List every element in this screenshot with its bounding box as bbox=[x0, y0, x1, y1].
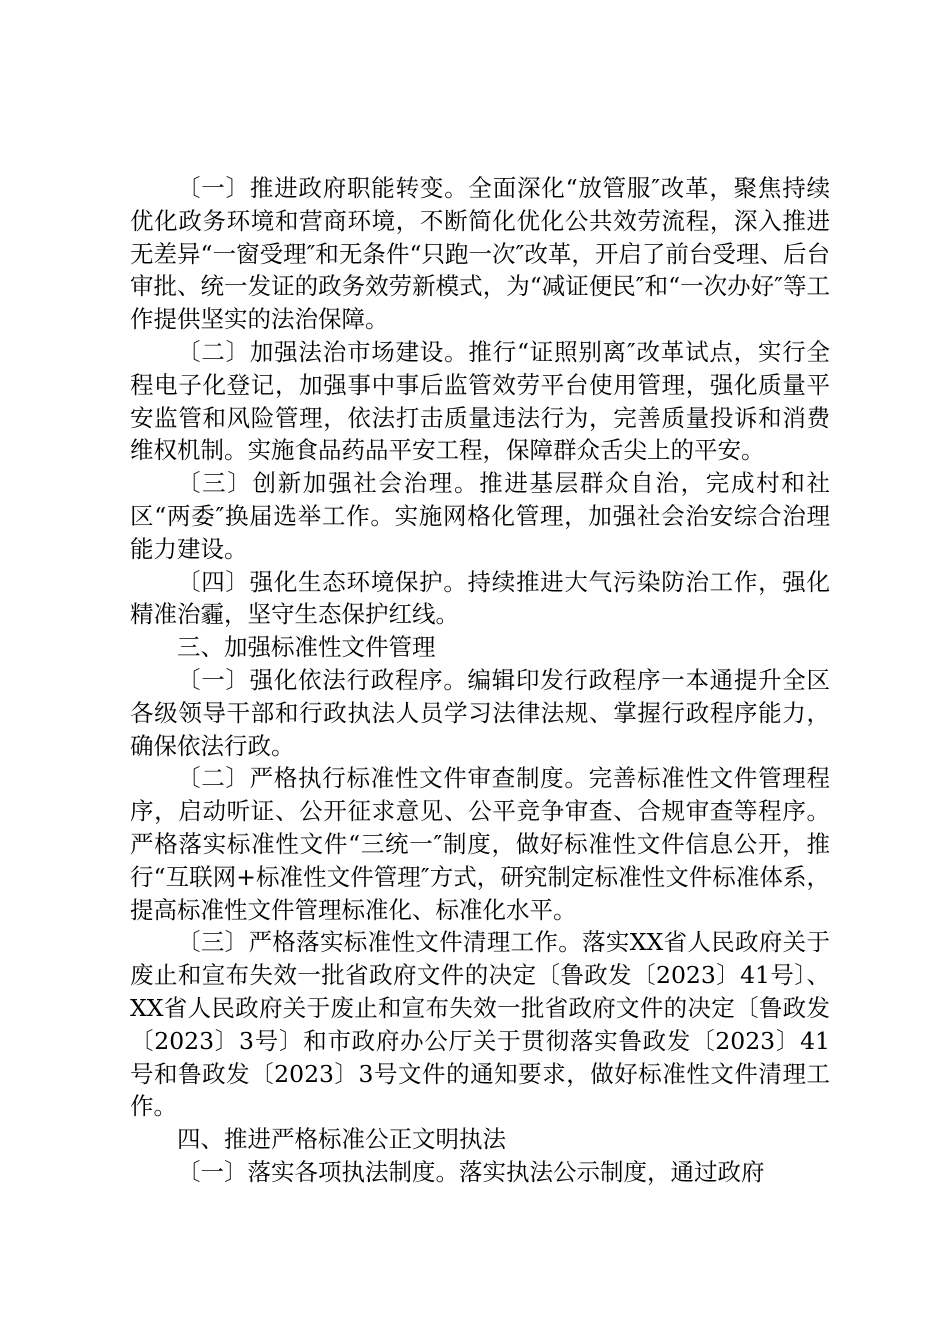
paragraph-3: 〔三〕创新加强社会治理。推进基层群众自治，完成村和社区“两委″换届选举工作。实施网格化管理，加强社会治安综合治理能力建设。 bbox=[130, 469, 830, 563]
paragraph-1: 〔一〕推进政府职能转变。全面深化“放管服″改革，聚焦持续优化政务环境和营商环境，不断简化优化公共效劳流程，深入推进无差异“一窗受理″和无条件“只跑一次″改革，开启了前台受理、后台审批、统一发证的政务效劳新模式，为“减证便民″和“一次办好″等工作提供坚实的法治保障。 bbox=[130, 174, 830, 334]
section-heading-3: 三、加强标准性文件管理 bbox=[177, 633, 436, 662]
paragraph-4: 〔四〕强化生态环境保护。持续推进大气污染防治工作，强化精准治霾，坚守生态保护红线。 bbox=[130, 567, 830, 629]
paragraph-8: 〔一〕落实各项执法制度。落实执法公示制度，通过政府 bbox=[177, 1157, 765, 1186]
paragraph-7: 〔三〕严格落实标准性文件清理工作。落实XX省人民政府关于废止和宣布失效一批省政府文件的决定〔鲁政发〔2023〕41号〕、XX省人民政府关于废止和宣布失效一批省政府文件的决定〔鲁政发〔2023〕3号〕和市政府办公厅关于贯彻落实鲁政发〔2023〕41号和鲁政发〔2023〕3号文件的通知要求，做好标准性文件清理工作。 bbox=[130, 928, 830, 1121]
paragraph-5: 〔一〕强化依法行政程序。编辑印发行政程序一本通提升全区各级领导干部和行政执法人员学习法律法规、掌握行政程序能力，确保依法行政。 bbox=[130, 665, 830, 760]
paragraph-2: 〔二〕加强法治市场建设。推行“证照别离″改革试点，实行全程电子化登记，加强事中事后监管效劳平台使用管理，强化质量平安监管和风险管理，依法打击质量违法行为，完善质量投诉和消费维权机制。实施食品药品平安工程，保障群众舌尖上的平安。 bbox=[130, 337, 830, 465]
paragraph-6: 〔二〕严格执行标准性文件审查制度。完善标准性文件管理程序，启动听证、公开征求意见、公平竞争审查、合规审查等程序。严格落实标准性文件“三统一″制度，做好标准性文件信息公开，推行“互联网+标准性文件管理″方式，研究制定标准性文件标准体系，提高标准性文件管理标准化、标准化水平。 bbox=[130, 764, 830, 924]
document-body bbox=[130, 172, 830, 1189]
section-heading-4: 四、推进严格标准公正文明执法 bbox=[177, 1125, 506, 1154]
